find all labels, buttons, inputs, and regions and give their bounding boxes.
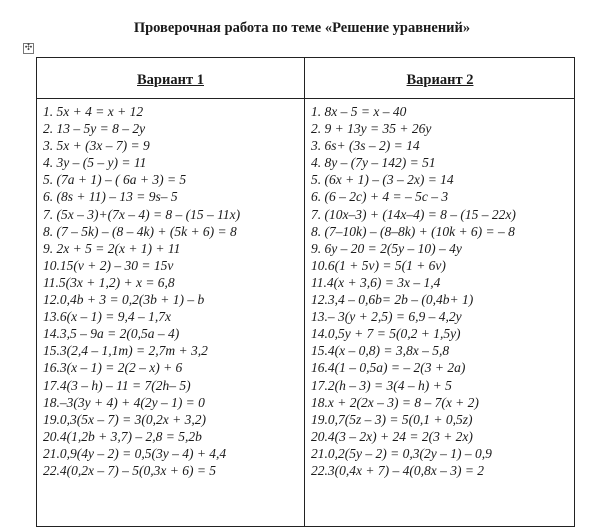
- equation-item: 21.0,9(4y – 2) = 0,5(3y – 4) + 4,4: [43, 445, 227, 461]
- equation-item: 7. (5x – 3)+(7x – 4) = 8 – (15 – 11x): [43, 206, 241, 222]
- variant-1-equations: [43, 103, 302, 479]
- equation-item: 16.3(x – 1) = 2(2 – x) + 6: [43, 360, 183, 376]
- equation-item: 8. (7 – 5k) – (8 – 4k) + (5k + 6) = 8: [43, 223, 237, 239]
- equation-item: 18.–3(3y + 4) + 4(2y – 1) = 0: [43, 394, 205, 410]
- equation-item: 1. 8x – 5 = x – 40: [311, 104, 407, 119]
- equation-item: 8. (7–10k) – (8–8k) + (10k + 6) = – 8: [311, 223, 515, 239]
- variant-2-equations: [311, 103, 573, 479]
- equation-item: 15.3(2,4 – 1,1m) = 2,7m + 3,2: [43, 343, 208, 359]
- variant-2-header: [305, 58, 575, 98]
- column-divider: [304, 58, 305, 526]
- equation-item: 12.0,4b + 3 = 0,2(3b + 1) – b: [43, 292, 205, 308]
- equation-item: 20.4(1,2b + 3,7) – 2,8 = 5,2b: [43, 428, 202, 444]
- equation-item: 22.3(0,4x + 7) – 4(0,8x – 3) = 2: [311, 462, 485, 478]
- equation-item: 15.4(x – 0,8) = 3,8x – 5,8: [311, 343, 450, 359]
- equation-item: 20.4(3 – 2x) + 24 = 2(3 + 2x): [311, 428, 473, 444]
- equation-item: 4. 3y – (5 – y) = 11: [43, 155, 147, 171]
- equation-item: 11.4(x + 3,6) = 3x – 1,4: [311, 274, 441, 290]
- equation-item: 5. (7a + 1) – ( 6a + 3) = 5: [43, 172, 187, 188]
- equation-item: 17.4(3 – h) – 11 = 7(2h– 5): [43, 377, 191, 393]
- equation-item: 11.5(3x + 1,2) + x = 6,8: [43, 274, 175, 290]
- equation-item: 17.2(h – 3) = 3(4 – h) + 5: [311, 377, 452, 393]
- equation-item: 14.3,5 – 9a = 2(0,5a – 4): [43, 326, 180, 342]
- variants-table: [36, 57, 575, 527]
- page-title: Проверочная работа по теме «Решение уравнений»: [133, 20, 471, 36]
- equation-item: 6. (8s + 11) – 13 = 9s– 5: [43, 189, 178, 205]
- equation-item: 12.3,4 – 0,6b= 2b – (0,4b+ 1): [311, 292, 474, 308]
- equation-item: 13.6(x – 1) = 9,4 – 1,7x: [43, 309, 171, 325]
- equation-item: 10.15(v + 2) – 30 = 15v: [43, 257, 174, 273]
- equation-item: 5. (6x + 1) – (3 – 2x) = 14: [311, 172, 454, 188]
- move-anchor-icon[interactable]: ✣: [24, 43, 33, 53]
- equation-item: 9. 6y – 20 = 2(5y – 10) – 4y: [311, 240, 462, 256]
- equation-item: 21.0,2(5y – 2) = 0,3(2y – 1) – 0,9: [311, 445, 492, 461]
- equation-item: 22.4(0,2x – 7) – 5(0,3x + 6) = 5: [43, 462, 217, 478]
- equation-item: 7. (10x–3) + (14x–4) = 8 – (15 – 22x): [311, 206, 516, 222]
- equation-item: 16.4(1 – 0,5a) = – 2(3 + 2a): [311, 360, 466, 376]
- equation-item: 14.0,5y + 7 = 5(0,2 + 1,5y): [311, 326, 461, 342]
- equation-item: 19.0,7(5z – 3) = 5(0,1 + 0,5z): [311, 411, 473, 427]
- equation-item: 3. 5x + (3x – 7) = 9: [43, 138, 150, 154]
- equation-item: 4. 8y – (7y – 142) = 51: [311, 155, 436, 171]
- equation-item: 2. 13 – 5y = 8 – 2y: [43, 121, 146, 137]
- equation-item: 18.x + 2(2x – 3) = 8 – 7(x + 2): [311, 394, 479, 410]
- equation-item: 19.0,3(5x – 7) = 3(0,2x + 3,2): [43, 411, 206, 427]
- variant-2-column: [305, 58, 575, 478]
- variant-2-header-label: Вариант 2: [406, 72, 474, 88]
- header-divider: [37, 98, 574, 99]
- equation-item: 9. 2x + 5 = 2(x + 1) + 11: [43, 240, 181, 256]
- variant-1-column: [37, 58, 304, 478]
- variant-1-header-label: Вариант 1: [137, 72, 204, 88]
- variant-1-header: [37, 58, 304, 98]
- equation-item: 13.– 3(y + 2,5) = 6,9 – 4,2y: [311, 309, 462, 325]
- equation-item: 2. 9 + 13y = 35 + 26y: [311, 121, 432, 137]
- equation-item: 1. 5x + 4 = x + 12: [43, 104, 144, 119]
- equation-item: 3. 6s+ (3s – 2) = 14: [311, 138, 420, 154]
- equation-item: 6. (6 – 2c) + 4 = – 5c – 3: [311, 189, 449, 205]
- equation-item: 10.6(1 + 5v) = 5(1 + 6v): [311, 257, 446, 273]
